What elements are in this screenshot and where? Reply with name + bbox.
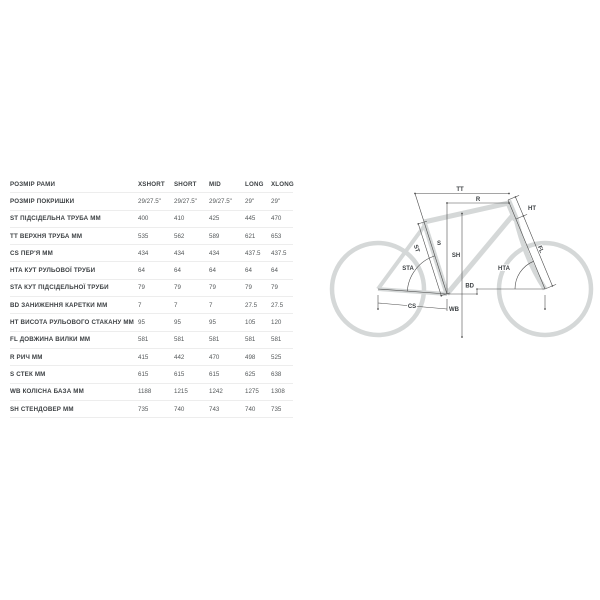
dim-dot [552, 285, 554, 287]
spec-row-label: S СТЕК ММ [10, 370, 46, 378]
dim-dot [377, 308, 379, 310]
bike-geometry-diagram [328, 152, 598, 352]
dim-dot [461, 213, 463, 215]
spec-row-wheelbase [10, 384, 293, 401]
dim-dot [418, 223, 420, 225]
label-head-tube: HT [528, 206, 536, 212]
spec-value: 105 [245, 319, 256, 327]
label-seat-angle: STA [402, 266, 414, 272]
dim-dot [476, 288, 478, 290]
spec-value: 7 [209, 301, 213, 309]
spec-value: 400 [138, 215, 149, 223]
spec-value: 437.5 [245, 249, 261, 257]
spec-value: 29/27.5" [138, 197, 161, 205]
spec-value: 27.5 [271, 301, 284, 309]
spec-value: 64 [209, 267, 216, 275]
spec-value: 79 [245, 284, 252, 292]
spec-value: 410 [174, 215, 185, 223]
dim-dot [523, 215, 525, 217]
label-top-tube: TT [456, 187, 464, 193]
spec-value: 120 [271, 319, 282, 327]
spec-value: 621 [245, 232, 256, 240]
spec-value: 470 [271, 215, 282, 223]
spec-row-label: TT ВЕРХНЯ ТРУБА ММ [10, 232, 83, 240]
spec-value: 437.5 [271, 249, 287, 257]
spec-value: 581 [245, 336, 256, 344]
spec-row-top-tube [10, 228, 293, 245]
spec-value: 434 [209, 249, 220, 257]
label-head-angle: HTA [498, 266, 510, 272]
label-fork-length: FL [535, 245, 545, 255]
spec-value: 625 [245, 370, 256, 378]
spec-row-tire-size [10, 193, 293, 210]
spec-value: 95 [174, 319, 181, 327]
spec-value: 79 [138, 284, 145, 292]
spec-value: 638 [271, 370, 282, 378]
spec-value: 740 [245, 405, 256, 413]
label-standover: SH [451, 253, 461, 259]
spec-value: 470 [209, 353, 220, 361]
spec-value: 29" [245, 197, 255, 205]
spec-value: 1275 [245, 388, 259, 396]
spec-value: 64 [271, 267, 278, 275]
table-header-row [10, 176, 293, 193]
spec-row-fork-length [10, 332, 293, 349]
spec-row-chainstay [10, 245, 293, 262]
col-header-xlong: XLONG [271, 180, 294, 188]
spec-row-label: WB КОЛІСНА БАЗА ММ [10, 388, 84, 396]
spec-value: 7 [138, 301, 142, 309]
spec-row-label: STA КУТ ПІДСІДЕЛЬНОЇ ТРУБИ [10, 284, 109, 292]
dim-dot [441, 295, 443, 297]
spec-value: 95 [209, 319, 216, 327]
spec-value: 735 [271, 405, 282, 413]
spec-value: 743 [209, 405, 220, 413]
spec-row-seat-tube [10, 211, 293, 228]
spec-value: 735 [138, 405, 149, 413]
label-stack: S [436, 241, 442, 247]
geometry-table [10, 176, 293, 418]
spec-row-label: CS ПЕР'Я ММ [10, 249, 53, 257]
spec-row-head-tube [10, 314, 293, 331]
spec-value: 653 [271, 232, 282, 240]
spec-row-label: HTA КУТ РУЛЬОВОЇ ТРУБИ [10, 267, 96, 275]
spec-value: 581 [209, 336, 220, 344]
spec-row-label: R РИЧ ММ [10, 353, 43, 361]
label-wheelbase: WB [449, 307, 459, 313]
spec-value: 79 [174, 284, 181, 292]
spec-value: 562 [174, 232, 185, 240]
ht-dimension-line [515, 197, 523, 216]
spec-value: 64 [245, 267, 252, 275]
label-seat-tube: ST [411, 244, 420, 254]
dim-dot [446, 202, 448, 204]
top-tube [424, 203, 509, 222]
spec-value: 1215 [174, 388, 188, 396]
spec-value: 442 [174, 353, 185, 361]
dim-dot [508, 193, 510, 195]
spec-value: 615 [209, 370, 220, 378]
spec-value: 64 [174, 267, 181, 275]
spec-row-standover [10, 401, 293, 418]
spec-row-label: FL ДОВЖИНА ВИЛКИ ММ [10, 336, 91, 344]
dim-dot [461, 336, 463, 338]
spec-row-reach [10, 349, 293, 366]
spec-row-label: SH СТЕНДОВЕР ММ [10, 405, 74, 413]
spec-value: 1242 [209, 388, 223, 396]
spec-value: 615 [174, 370, 185, 378]
frame-size-header: РОЗМІР РАМИ [10, 180, 56, 188]
seatstay [378, 225, 425, 289]
spec-value: 535 [138, 232, 149, 240]
spec-value: 64 [138, 267, 145, 275]
spec-row-seat-angle [10, 280, 293, 297]
col-header-xshort: XSHORT [138, 180, 165, 188]
dim-dot [515, 196, 517, 198]
seat-tube-axis-line [415, 194, 447, 295]
spec-value: 79 [209, 284, 216, 292]
spec-row-head-angle [10, 262, 293, 279]
label-bb-drop: BD [465, 283, 474, 290]
dim-dot [544, 308, 546, 310]
spec-value: 425 [209, 215, 220, 223]
fl-bottom-tick [545, 284, 556, 289]
spec-value: 434 [138, 249, 149, 257]
spec-row-stack [10, 366, 293, 383]
spec-value: 581 [174, 336, 185, 344]
spec-value: 615 [138, 370, 149, 378]
spec-row-label: ST ПІДСІДЕЛЬНА ТРУБА ММ [10, 215, 101, 223]
ht-top-tick [508, 195, 519, 200]
spec-value: 1188 [138, 388, 152, 396]
spec-value: 27.5 [245, 301, 258, 309]
label-chainstay: CS [407, 304, 417, 310]
spec-value: 79 [271, 284, 278, 292]
col-header-short: SHORT [174, 180, 197, 188]
spec-value: 525 [271, 353, 282, 361]
spec-value: 434 [174, 249, 185, 257]
spec-value: 29/27.5" [209, 197, 232, 205]
spec-value: 95 [138, 319, 145, 327]
spec-value: 445 [245, 215, 256, 223]
dim-dot [414, 193, 416, 195]
spec-row-label: HT ВИСОТА РУЛЬОВОГО СТАКАНУ ММ [10, 319, 135, 327]
spec-value: 29" [271, 197, 281, 205]
dim-dot [476, 293, 478, 295]
spec-row-label: BD ЗАНИЖЕННЯ КАРЕТКИ ММ [10, 301, 108, 309]
spec-value: 589 [209, 232, 220, 240]
spec-value: 740 [174, 405, 185, 413]
spec-value: 29/27.5" [174, 197, 197, 205]
label-reach: R [475, 197, 481, 203]
spec-value: 7 [174, 301, 178, 309]
spec-value: 415 [138, 353, 149, 361]
dim-dot [508, 202, 510, 204]
spec-value: 498 [245, 353, 256, 361]
col-header-mid: MID [209, 180, 221, 188]
spec-value: 581 [138, 336, 149, 344]
col-header-long: LONG [245, 180, 264, 188]
spec-row-bb-drop [10, 297, 293, 314]
spec-row-label: РОЗМІР ПОКРИШКИ [10, 197, 75, 205]
spec-value: 1308 [271, 388, 285, 396]
spec-value: 581 [271, 336, 282, 344]
